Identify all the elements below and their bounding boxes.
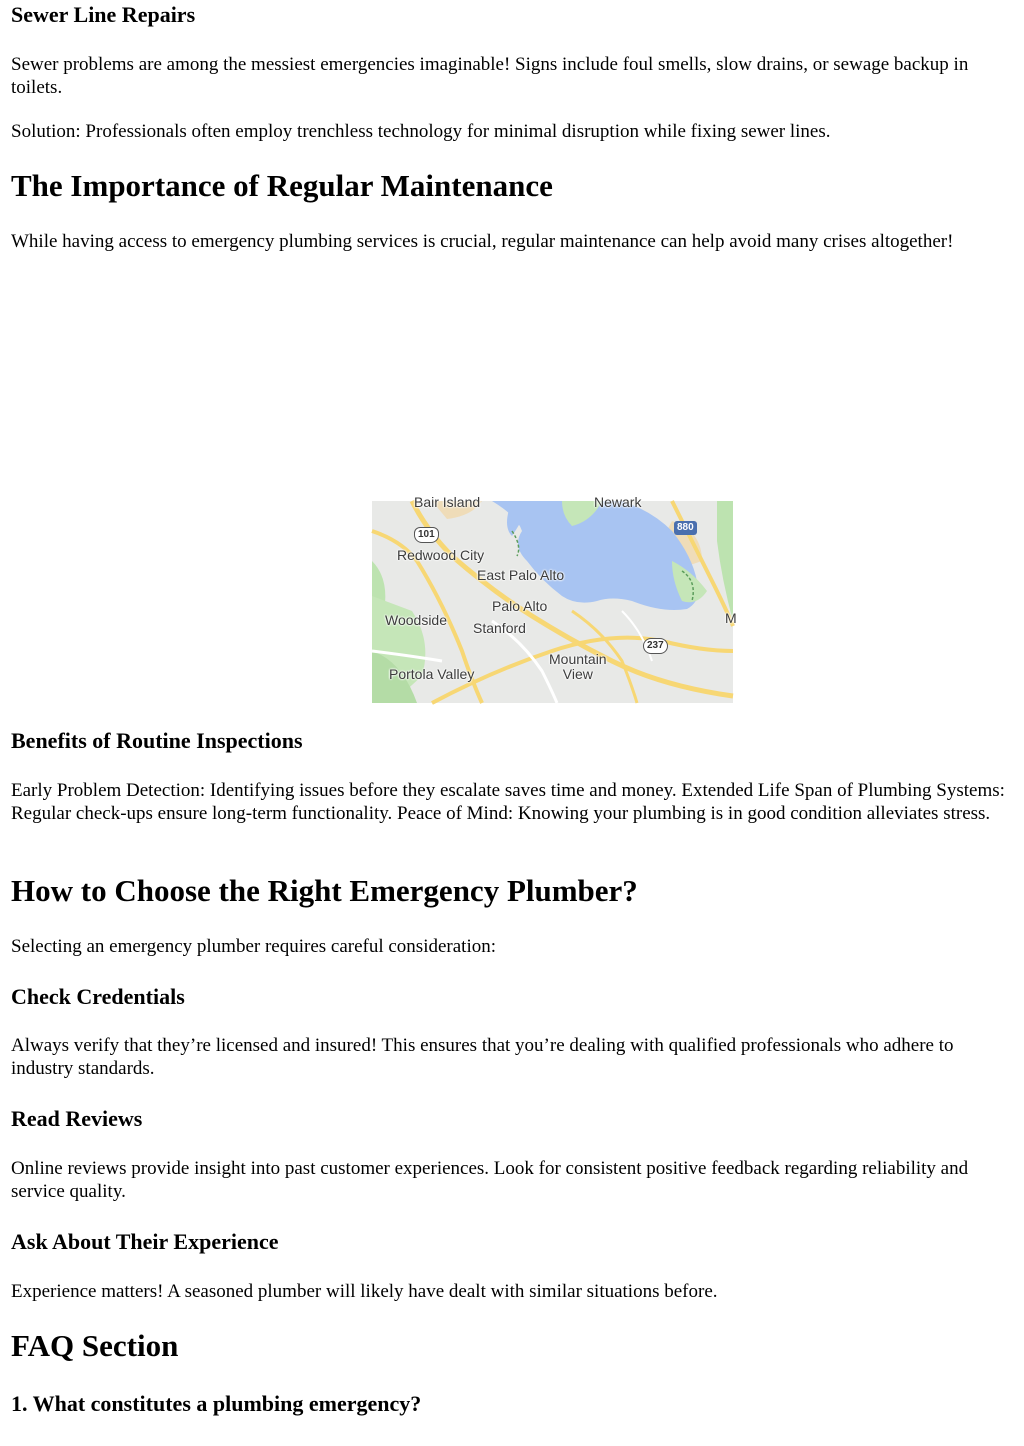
map-label-stanford: Stanford: [473, 620, 526, 636]
paragraph-experience: Experience matters! A seasoned plumber will likely have dealt with similar situations before.: [11, 1281, 718, 1302]
map-label-bair-island: Bair Island: [414, 494, 481, 510]
paragraph-maintenance: While having access to emergency plumbing services is crucial, regular maintenance can help avoid many crises altogether!: [11, 231, 954, 252]
ca-237-shield-icon: 237: [643, 638, 668, 654]
heading-choose-plumber: How to Choose the Right Emergency Plumber?: [11, 873, 638, 908]
map-image: [372, 494, 737, 703]
map-label-palo-alto: Palo Alto: [492, 598, 548, 614]
paragraph-inspections: Early Problem Detection: Identifying issues before they escalate saves time and money. Extended Life Span of Plumbing Systems: Regular check-ups ensure long-term functionality. Peace of Mind: Knowing your plumbing is in good condition alleviates stress.: [11, 780, 1005, 824]
map-label-woodside: Woodside: [385, 612, 448, 628]
paragraph-choose: Selecting an emergency plumber requires careful consideration:: [11, 936, 497, 957]
heading-check-credentials: Check Credentials: [11, 984, 185, 1009]
heading-ask-experience: Ask About Their Experience: [11, 1229, 279, 1254]
map-label-newark: Newark: [594, 494, 642, 510]
map-label-east-palo-alto: East Palo Alto: [477, 567, 565, 583]
us-101-shield-icon: 101: [414, 527, 439, 543]
i-880-shield-icon: 880: [674, 521, 697, 535]
paragraph-credentials: Always verify that they’re licensed and insured! This ensures that you’re dealing with qualified professionals who adhere to industry standards.: [11, 1035, 954, 1079]
paragraph-sewer-solution: Solution: Professionals often employ trenchless technology for minimal disruption while fixing sewer lines.: [11, 121, 831, 142]
map-label-edge-m: M: [725, 610, 737, 626]
heading-sewer-line-repairs: Sewer Line Repairs: [11, 2, 196, 27]
heading-routine-inspections: Benefits of Routine Inspections: [11, 728, 303, 753]
heading-read-reviews: Read Reviews: [11, 1106, 143, 1131]
paragraph-sewer-signs: Sewer problems are among the messiest emergencies imaginable! Signs include foul smells, slow drains, or sewage backup in toilets.: [11, 54, 969, 98]
map-label-redwood-city: Redwood City: [397, 547, 485, 563]
heading-faq-section: FAQ Section: [11, 1328, 179, 1363]
map-label-mountain-view: Mountain View: [549, 651, 607, 682]
faq-question-1: 1. What constitutes a plumbing emergency?: [11, 1391, 422, 1416]
paragraph-reviews: Online reviews provide insight into past customer experiences. Look for consistent positive feedback regarding reliability and service quality.: [11, 1158, 969, 1202]
map-label-portola-valley: Portola Valley: [389, 666, 475, 682]
heading-regular-maintenance: The Importance of Regular Maintenance: [11, 168, 553, 203]
